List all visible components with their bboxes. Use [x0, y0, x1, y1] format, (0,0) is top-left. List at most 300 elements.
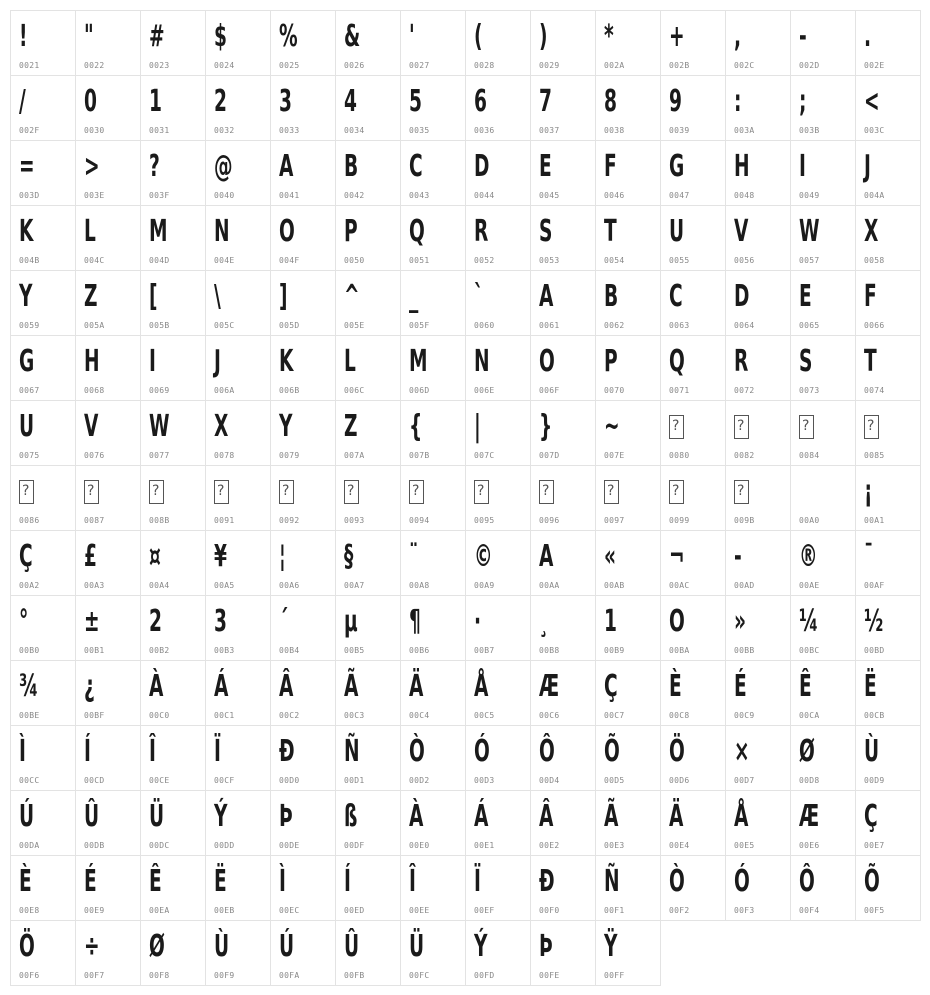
- glyph-cell: [596, 466, 661, 531]
- glyph-cell: [856, 271, 921, 336]
- glyph-cell: [531, 661, 596, 726]
- glyph-cell: [531, 466, 596, 531]
- glyph-cell: [531, 206, 596, 271]
- glyph-char: 5: [409, 84, 422, 119]
- glyph-cell: [661, 141, 726, 206]
- glyph-cell: [271, 856, 336, 921]
- glyph-code: 00A7: [344, 581, 365, 590]
- glyph-char: §: [344, 539, 354, 574]
- glyph-cell: [141, 206, 206, 271]
- glyph-cell: [791, 856, 856, 921]
- glyph-cell: [466, 466, 531, 531]
- glyph-char: Ÿ: [604, 929, 618, 964]
- glyph-cell: [271, 401, 336, 466]
- glyph-char: (: [474, 19, 483, 54]
- glyph-char: ¡: [864, 474, 873, 509]
- glyph-code: 0038: [604, 126, 625, 135]
- glyph-cell: [596, 596, 661, 661]
- glyph-char: I: [799, 149, 806, 184]
- glyph-cell: [401, 336, 466, 401]
- glyph-code: 00F7: [84, 971, 105, 980]
- glyph-code: 0027: [409, 61, 430, 70]
- glyph-cell: [141, 921, 206, 986]
- glyph-cell: [726, 596, 791, 661]
- glyph-char: K: [279, 344, 294, 379]
- glyph-code: 0022: [84, 61, 105, 70]
- glyph-code: 004B: [19, 256, 40, 265]
- glyph-char: Ó: [474, 734, 490, 769]
- glyph-code: 008B: [149, 516, 170, 525]
- glyph-cell: [401, 596, 466, 661]
- glyph-char: Î: [149, 734, 156, 769]
- glyph-cell: [76, 921, 141, 986]
- glyph-cell: [336, 141, 401, 206]
- glyph-char: Z: [84, 279, 98, 314]
- glyph-code: 0048: [734, 191, 755, 200]
- glyph-cell: [791, 141, 856, 206]
- glyph-cell: [271, 206, 336, 271]
- glyph-cell: [11, 531, 76, 596]
- glyph-code: 00DF: [344, 841, 365, 850]
- glyph-char: Ü: [409, 929, 425, 964]
- glyph-code: 00B6: [409, 646, 430, 655]
- glyph-code: 00AA: [539, 581, 560, 590]
- glyph-char: Z: [344, 409, 358, 444]
- glyph-char: L: [84, 214, 96, 249]
- glyph-char: Ï: [214, 734, 221, 769]
- glyph-cell: [466, 531, 531, 596]
- glyph-code: 00EE: [409, 906, 430, 915]
- glyph-code: 0030: [84, 126, 105, 135]
- glyph-char: `: [474, 279, 484, 314]
- glyph-code: 00FA: [279, 971, 300, 980]
- glyph-char: J: [864, 149, 871, 184]
- glyph-cell: [596, 401, 661, 466]
- glyph-cell: [401, 206, 466, 271]
- glyph-char: H: [734, 149, 750, 184]
- glyph-code: 00EC: [279, 906, 300, 915]
- glyph-cell: [141, 791, 206, 856]
- glyph-cell: [206, 596, 271, 661]
- glyph-code: 00D8: [799, 776, 820, 785]
- glyph-char: Ð: [279, 734, 295, 769]
- glyph-char: Ø: [149, 929, 165, 964]
- glyph-code: 0054: [604, 256, 625, 265]
- glyph-cell: [271, 531, 336, 596]
- glyph-char: ;: [799, 84, 807, 119]
- glyph-char: Õ: [864, 864, 880, 899]
- glyph-code: 003F: [149, 191, 170, 200]
- glyph-code: 0039: [669, 126, 690, 135]
- glyph-char: Ä: [669, 799, 684, 834]
- glyph-cell: [856, 336, 921, 401]
- glyph-char: Ü: [149, 799, 165, 834]
- missing-glyph-icon: [409, 480, 424, 504]
- glyph-code: 0049: [799, 191, 820, 200]
- glyph-cell: [856, 206, 921, 271]
- glyph-cell: [856, 11, 921, 76]
- glyph-code: 00E0: [409, 841, 430, 850]
- glyph-code: 0079: [279, 451, 300, 460]
- glyph-char: ]: [279, 279, 288, 314]
- glyph-char: M: [409, 344, 428, 379]
- glyph-code: 00E8: [19, 906, 40, 915]
- glyph-code: 004A: [864, 191, 885, 200]
- glyph-cell: [856, 791, 921, 856]
- glyph-char: É: [734, 669, 747, 704]
- glyph-code: 00C9: [734, 711, 755, 720]
- glyph-code: 005D: [279, 321, 300, 330]
- glyph-char: Þ: [279, 799, 293, 834]
- glyph-code: 002D: [799, 61, 820, 70]
- glyph-char: S: [799, 344, 813, 379]
- glyph-char: %: [279, 19, 298, 54]
- glyph-cell: [271, 661, 336, 726]
- glyph-cell: [531, 11, 596, 76]
- glyph-code: 00FD: [474, 971, 495, 980]
- glyph-char: Ö: [669, 734, 685, 769]
- glyph-cell: [206, 336, 271, 401]
- glyph-char: A: [279, 149, 294, 184]
- glyph-cell: [726, 791, 791, 856]
- glyph-cell: [726, 466, 791, 531]
- glyph-cell: [336, 596, 401, 661]
- glyph-char: -: [734, 539, 742, 574]
- glyph-cell: [76, 206, 141, 271]
- missing-glyph-icon: [214, 480, 229, 504]
- glyph-cell: [531, 921, 596, 986]
- glyph-cell: [661, 726, 726, 791]
- glyph-cell: [466, 76, 531, 141]
- glyph-char: Í: [344, 864, 351, 899]
- glyph-char: F: [604, 149, 617, 184]
- glyph-char: K: [19, 214, 34, 249]
- glyph-code: 00E9: [84, 906, 105, 915]
- glyph-char: °: [19, 604, 29, 639]
- glyph-code: 00AD: [734, 581, 755, 590]
- glyph-char: C: [409, 149, 423, 184]
- missing-glyph-icon: [149, 480, 164, 504]
- glyph-code: 00EA: [149, 906, 170, 915]
- glyph-char: [: [149, 279, 158, 314]
- glyph-cell: [11, 596, 76, 661]
- glyph-code: 00C5: [474, 711, 495, 720]
- glyph-cell: [271, 336, 336, 401]
- glyph-cell: [401, 856, 466, 921]
- glyph-cell: [401, 11, 466, 76]
- glyph-char: Ô: [539, 734, 555, 769]
- glyph-code: 00E1: [474, 841, 495, 850]
- glyph-code: 0087: [84, 516, 105, 525]
- glyph-cell: [726, 11, 791, 76]
- glyph-char: Ç: [604, 669, 618, 704]
- glyph-cell: [11, 76, 76, 141]
- glyph-char: Û: [84, 799, 100, 834]
- glyph-code: 0069: [149, 386, 170, 395]
- glyph-code: 00D6: [669, 776, 690, 785]
- glyph-code: 007E: [604, 451, 625, 460]
- glyph-cell: [76, 336, 141, 401]
- glyph-cell: [791, 596, 856, 661]
- glyph-char: X: [864, 214, 879, 249]
- glyph-char: A: [539, 279, 554, 314]
- glyph-char: Ì: [19, 734, 26, 769]
- glyph-char: Ó: [734, 864, 750, 899]
- glyph-cell: [141, 336, 206, 401]
- glyph-cell: [11, 921, 76, 986]
- glyph-code: 007D: [539, 451, 560, 460]
- glyph-cell: [401, 531, 466, 596]
- glyph-cell: [726, 856, 791, 921]
- glyph-char: ?: [149, 149, 160, 184]
- glyph-char: Û: [344, 929, 360, 964]
- glyph-cell: [401, 141, 466, 206]
- glyph-code: 00BD: [864, 646, 885, 655]
- glyph-char: J: [214, 344, 221, 379]
- glyph-code: 003A: [734, 126, 755, 135]
- glyph-cell: [141, 11, 206, 76]
- glyph-cell: [531, 141, 596, 206]
- glyph-char: T: [864, 344, 877, 379]
- glyph-char: Å: [734, 799, 749, 834]
- glyph-char: ×: [734, 734, 750, 769]
- glyph-cell: [661, 466, 726, 531]
- glyph-code: 0070: [604, 386, 625, 395]
- glyph-cell: [661, 856, 726, 921]
- glyph-cell: [661, 401, 726, 466]
- glyph-cell: [76, 141, 141, 206]
- glyph-code: 0044: [474, 191, 495, 200]
- glyph-code: 0043: [409, 191, 430, 200]
- glyph-cell: [726, 76, 791, 141]
- glyph-code: 00DB: [84, 841, 105, 850]
- glyph-code: 0064: [734, 321, 755, 330]
- glyph-cell: [336, 531, 401, 596]
- glyph-char: 2: [149, 604, 162, 639]
- glyph-code: 00F9: [214, 971, 235, 980]
- glyph-char: ß: [344, 799, 358, 834]
- glyph-char: Ë: [214, 864, 227, 899]
- glyph-code: 0060: [474, 321, 495, 330]
- glyph-char: É: [84, 864, 97, 899]
- missing-glyph-icon: [344, 480, 359, 504]
- glyph-cell: [661, 271, 726, 336]
- glyph-char: W: [799, 214, 820, 249]
- glyph-cell: [76, 726, 141, 791]
- glyph-char: ÷: [84, 929, 100, 964]
- glyph-cell: [726, 531, 791, 596]
- glyph-code: 00D1: [344, 776, 365, 785]
- glyph-cell: [661, 531, 726, 596]
- glyph-cell: [401, 271, 466, 336]
- glyph-cell: [76, 791, 141, 856]
- glyph-code: 00F0: [539, 906, 560, 915]
- glyph-cell: [466, 271, 531, 336]
- glyph-code: 00AB: [604, 581, 625, 590]
- glyph-code: 0037: [539, 126, 560, 135]
- glyph-cell: [271, 791, 336, 856]
- glyph-cell: [596, 921, 661, 986]
- glyph-code: 0097: [604, 516, 625, 525]
- glyph-char: U: [669, 214, 685, 249]
- glyph-char: :: [734, 84, 742, 119]
- glyph-code: 0073: [799, 386, 820, 395]
- glyph-cell: [76, 856, 141, 921]
- glyph-char: ½: [864, 604, 884, 639]
- glyph-char: D: [474, 149, 490, 184]
- glyph-code: 00BB: [734, 646, 755, 655]
- glyph-char: ±: [84, 604, 100, 639]
- glyph-code: 0061: [539, 321, 560, 330]
- glyph-char: Ñ: [604, 864, 620, 899]
- glyph-code: 00BE: [19, 711, 40, 720]
- glyph-cell: [726, 206, 791, 271]
- glyph-code: 0031: [149, 126, 170, 135]
- glyph-char: Ç: [19, 539, 33, 574]
- glyph-cell: [336, 271, 401, 336]
- glyph-code: 00B7: [474, 646, 495, 655]
- glyph-cell: [856, 661, 921, 726]
- glyph-char: P: [344, 214, 358, 249]
- glyph-code: 00B4: [279, 646, 300, 655]
- glyph-code: 0063: [669, 321, 690, 330]
- glyph-cell: [11, 11, 76, 76]
- glyph-char: >: [84, 149, 100, 184]
- glyph-code: 003D: [19, 191, 40, 200]
- missing-glyph-icon: [799, 415, 814, 439]
- glyph-cell: [11, 661, 76, 726]
- glyph-char: -: [799, 19, 807, 54]
- glyph-code: 00A6: [279, 581, 300, 590]
- glyph-cell: [206, 661, 271, 726]
- glyph-char: Ú: [279, 929, 295, 964]
- glyph-char: Î: [409, 864, 416, 899]
- glyph-cell: [661, 11, 726, 76]
- glyph-cell: [401, 76, 466, 141]
- glyph-cell: [466, 596, 531, 661]
- glyph-cell: [466, 336, 531, 401]
- glyph-cell: [76, 531, 141, 596]
- glyph-char: ¦: [279, 539, 286, 574]
- glyph-cell: [856, 596, 921, 661]
- glyph-cell: [791, 271, 856, 336]
- glyph-code: 00F1: [604, 906, 625, 915]
- glyph-char: 3: [279, 84, 292, 119]
- glyph-code: 00F2: [669, 906, 690, 915]
- glyph-char: W: [149, 409, 170, 444]
- glyph-code: 00A5: [214, 581, 235, 590]
- glyph-char: Y: [19, 279, 33, 314]
- glyph-cell: [271, 141, 336, 206]
- glyph-char: Ç: [864, 799, 878, 834]
- glyph-code: 00D4: [539, 776, 560, 785]
- glyph-cell: [141, 76, 206, 141]
- glyph-char: Ù: [864, 734, 880, 769]
- glyph-char: $: [214, 19, 227, 54]
- glyph-char: \: [214, 279, 221, 314]
- glyph-code: 0095: [474, 516, 495, 525]
- glyph-code: 00A8: [409, 581, 430, 590]
- glyph-char: ¸: [539, 604, 549, 639]
- glyph-code: 006F: [539, 386, 560, 395]
- glyph-cell: [856, 141, 921, 206]
- glyph-cell: [336, 791, 401, 856]
- glyph-char: Ý: [214, 799, 228, 834]
- glyph-cell: [661, 596, 726, 661]
- glyph-char: <: [864, 84, 880, 119]
- glyph-cell: [661, 206, 726, 271]
- glyph-cell: [271, 76, 336, 141]
- glyph-code: 00F5: [864, 906, 885, 915]
- glyph-cell: [206, 726, 271, 791]
- glyph-char: À: [149, 669, 164, 704]
- glyph-code: 002E: [864, 61, 885, 70]
- glyph-code: 00D0: [279, 776, 300, 785]
- glyph-char: ¾: [19, 669, 39, 704]
- glyph-char: ¼: [799, 604, 819, 639]
- glyph-cell: [336, 661, 401, 726]
- missing-glyph-icon: [734, 415, 749, 439]
- glyph-cell: [726, 271, 791, 336]
- glyph-char: ´: [279, 604, 289, 639]
- glyph-code: 00C8: [669, 711, 690, 720]
- glyph-char: Ê: [799, 669, 812, 704]
- glyph-cell: [206, 531, 271, 596]
- glyph-cell: [206, 11, 271, 76]
- glyph-char: I: [149, 344, 156, 379]
- glyph-char: Ä: [409, 669, 424, 704]
- glyph-code: 0035: [409, 126, 430, 135]
- glyph-char: M: [149, 214, 168, 249]
- glyph-char: B: [344, 149, 359, 184]
- glyph-char: ¬: [669, 539, 685, 574]
- glyph-cell: [336, 76, 401, 141]
- glyph-char: £: [84, 539, 97, 574]
- glyph-code: 0096: [539, 516, 560, 525]
- glyph-code: 004E: [214, 256, 235, 265]
- glyph-char: B: [604, 279, 619, 314]
- glyph-code: 004D: [149, 256, 170, 265]
- glyph-char: 6: [474, 84, 487, 119]
- glyph-char: .: [864, 19, 872, 54]
- glyph-cell: [336, 336, 401, 401]
- glyph-code: 0046: [604, 191, 625, 200]
- glyph-cell: [856, 76, 921, 141]
- glyph-char: D: [734, 279, 750, 314]
- glyph-cell: [856, 531, 921, 596]
- glyph-char: Ò: [669, 864, 685, 899]
- glyph-cell: [11, 336, 76, 401]
- glyph-cell: [856, 726, 921, 791]
- glyph-code: 0078: [214, 451, 235, 460]
- glyph-char: 2: [214, 84, 227, 119]
- glyph-cell: [531, 76, 596, 141]
- glyph-cell: [11, 141, 76, 206]
- glyph-code: 00A2: [19, 581, 40, 590]
- glyph-char: Ý: [474, 929, 488, 964]
- glyph-char: 0: [84, 84, 97, 119]
- missing-glyph-icon: [864, 415, 879, 439]
- glyph-cell: [791, 336, 856, 401]
- glyph-cell: [726, 661, 791, 726]
- glyph-code: 0040: [214, 191, 235, 200]
- glyph-code: 00AC: [669, 581, 690, 590]
- glyph-code: 00D2: [409, 776, 430, 785]
- missing-glyph-icon: [669, 415, 684, 439]
- glyph-cell: [531, 726, 596, 791]
- glyph-cell: [141, 856, 206, 921]
- glyph-cell: [661, 336, 726, 401]
